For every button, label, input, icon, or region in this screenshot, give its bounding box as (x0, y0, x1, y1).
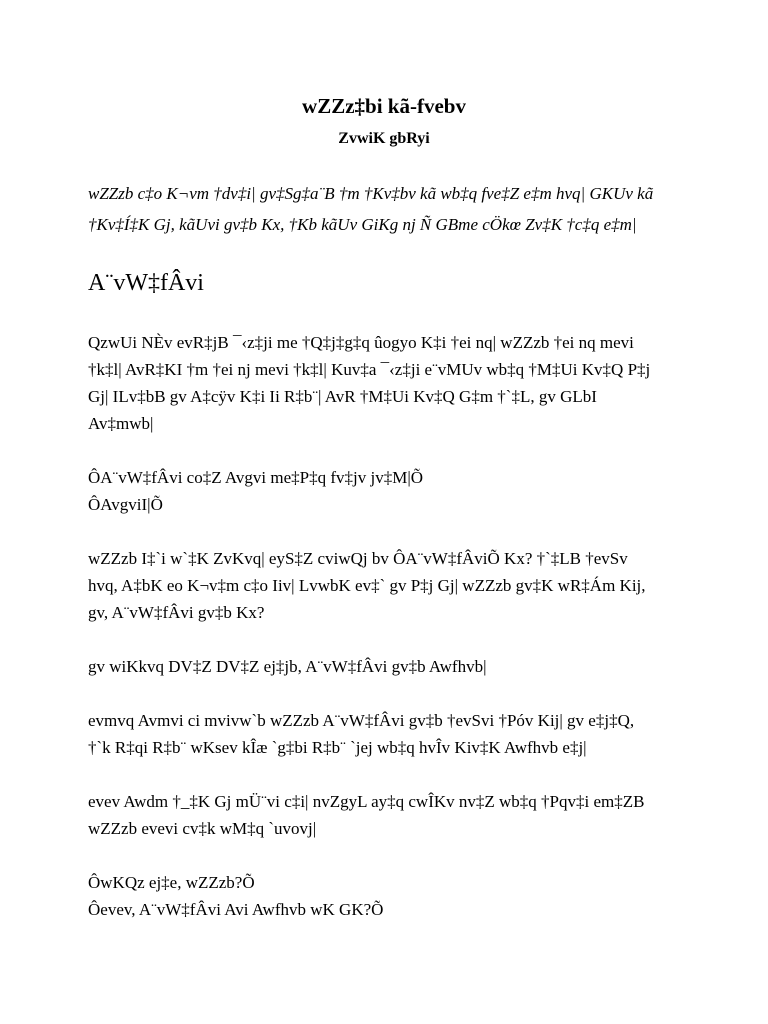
body-paragraph-5 (88, 707, 688, 761)
body-paragraph-3 (88, 545, 688, 626)
paragraph-line: ÔwKQz ej‡e, wZZzb?Õ (88, 873, 255, 892)
paragraph-line: evev Awdm †_‡K Gj mÜ¨vi c‡i| nvZgyL ay‡q cwÎKv nv‡Z wb‡q †Pqv‡i em‡ZB (88, 792, 645, 811)
paragraph-line: Ôevev, A¨vW‡fÂvi Avi Awfhvb wK GK?Õ (88, 900, 384, 919)
paragraph-line: †`k R‡qi R‡b¨ wKsev kÎæ `g‡bi R‡b¨ `jej wb‡q hvÎv Kiv‡K Awfhvb e‡j| (88, 738, 587, 757)
intro-line: †Kv‡Í‡K Gj, kãUvi gv‡b Kx, †Kb kãUv GiKg nj Ñ GBme cÖkœ Zv‡K †c‡q e‡m| (88, 215, 637, 234)
paragraph-line: ÔA¨vW‡fÂvi co‡Z Avgvi me‡P‡q fv‡jv jv‡M|Õ (88, 468, 424, 487)
paragraph-line: evmvq Avmvi ci mvivw`b wZZzb A¨vW‡fÂvi gv‡b †evSvi †Póv Kij| gv e‡j‡Q, (88, 711, 635, 730)
section-heading: A¨vW‡fÂvi (88, 270, 204, 296)
paragraph-line: †k‡l| AvR‡KI †m †ei nj mevi †k‡l| Kuv‡a ¯‹z‡ji e¨vMUv wb‡q †M‡Ui Kv‡Q P‡j (88, 360, 651, 379)
paragraph-line: ÔAvgviI|Õ (88, 495, 163, 514)
intro-paragraph (88, 178, 688, 240)
paragraph-line: hvq, A‡bK eo K¬v‡m c‡o Iiv| LvwbK ev‡` gv P‡j Gj| wZZzb gv‡K wR‡Ám Kij, (88, 576, 646, 595)
paragraph-line: gv wiKkvq DV‡Z DV‡Z ej‡jb, A¨vW‡fÂvi gv‡b Awfhvb| (88, 657, 487, 676)
author-name: ZvwiK gbRyi (338, 130, 430, 147)
paragraph-line: wZZzb I‡`i w`‡K ZvKvq| eyS‡Z cviwQj bv ÔA¨vW‡fÂviÕ Kx? †`‡LB †evSv (88, 549, 628, 568)
paragraph-line: QzwUi NÈv evR‡jB ¯‹z‡ji me †Q‡j‡g‡q ûogyo K‡i †ei nq| wZZzb †ei nq mevi (88, 333, 634, 352)
body-paragraph-2 (88, 464, 688, 518)
paragraph-line: gv, A¨vW‡fÂvi gv‡b Kx? (88, 603, 265, 622)
paragraph-line: Gj| ILv‡bB gv A‡cÿv K‡i Ii R‡b¨| AvR †M‡Ui Kv‡Q G‡m †`‡L, gv GLbI (88, 387, 597, 406)
paragraph-line: wZZzb evevi cv‡k wM‡q `uvovj| (88, 819, 317, 838)
intro-line: wZZzb c‡o K¬vm †dv‡i| gv‡Sg‡a¨B †m †Kv‡bv kã wb‡q fve‡Z e‡m hvq| GKUv kã (88, 184, 654, 203)
body-paragraph-1 (88, 329, 688, 437)
paragraph-line: Av‡mwb| (88, 414, 154, 433)
body-paragraph-6 (88, 788, 688, 842)
body-paragraph-7 (88, 869, 688, 923)
page-title: wZZz‡bi kã-fvebv (302, 94, 466, 118)
body-paragraph-4 (88, 653, 688, 680)
